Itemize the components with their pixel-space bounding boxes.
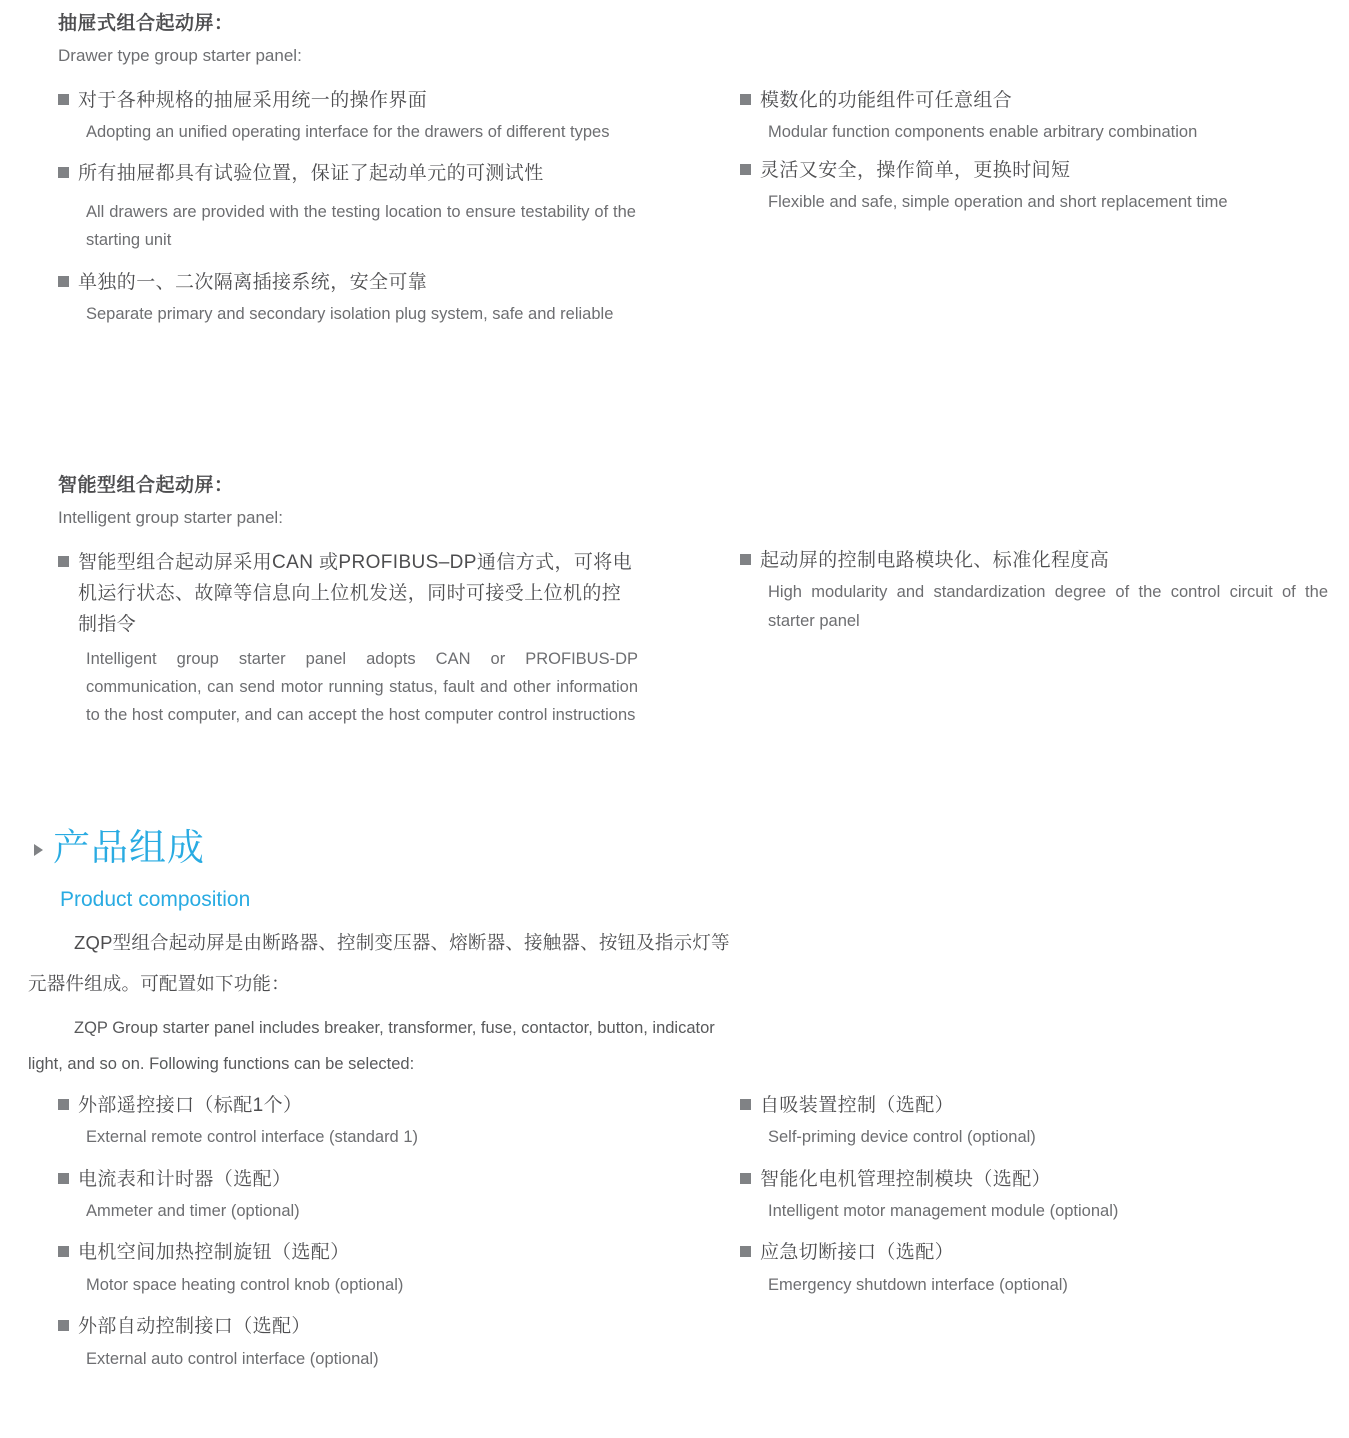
list-item-cn: 智能型组合起动屏采用CAN 或PROFIBUS–DP通信方式，可将电机运行状态、故障等信息向上位机发送，同时可接受上位机的控制指令 — [78, 551, 633, 636]
list-item-en: High modularity and standardization degree of the control circuit of the starter panel — [768, 583, 1328, 630]
section-intelligent-left — [58, 472, 658, 730]
product-heading-en: Product composition — [60, 888, 251, 911]
square-bullet-icon — [58, 556, 69, 567]
square-bullet-icon — [740, 94, 751, 105]
list-item — [58, 158, 658, 189]
square-bullet-icon — [740, 554, 751, 565]
section-intelligent-right — [740, 545, 1328, 635]
list-item — [58, 547, 658, 641]
square-bullet-icon — [58, 1099, 69, 1110]
section-drawer-right — [740, 85, 1320, 216]
list-item-cn: 应急切断接口（选配） — [760, 1242, 955, 1264]
list-item-cn: 智能化电机管理控制模块（选配） — [760, 1168, 1052, 1190]
list-item-en: Intelligent motor management module (optional) — [768, 1202, 1119, 1221]
square-bullet-icon — [740, 164, 751, 175]
list-item-cn: 模数化的功能组件可任意组合 — [760, 90, 1013, 111]
list-item-en: Self-priming device control (optional) — [768, 1128, 1036, 1147]
product-features-left — [58, 1090, 678, 1385]
list-item-en: All drawers are provided with the testing location to ensure testability of the starting unit — [86, 202, 636, 250]
list-item — [58, 85, 658, 116]
section-title-cn: 智能型组合起动屏： — [58, 475, 234, 496]
square-bullet-icon — [740, 1099, 751, 1110]
triangle-marker-icon — [34, 844, 43, 856]
list-item-en: Intelligent group starter panel adopts CAN or PROFIBUS-DP communication, can send motor running status, fault and other information to the host computer, and can accept the host computer control instructions — [86, 649, 638, 725]
list-item-cn: 起动屏的控制电路模块化、标准化程度高 — [760, 550, 1110, 571]
square-bullet-icon — [740, 1173, 751, 1184]
paragraph-text: 元器件组成。可配置如下功能： — [28, 973, 290, 994]
list-item — [740, 1090, 1320, 1121]
list-item-en: External remote control interface (standard 1) — [86, 1128, 418, 1147]
list-item-cn: 所有抽屉都具有试验位置，保证了起动单元的可测试性 — [78, 163, 544, 185]
square-bullet-icon — [58, 276, 69, 287]
paragraph-text: ZQP型组合起动屏是由断路器、控制变压器、熔断器、接触器、按钮及指示灯等 — [74, 932, 730, 953]
product-composition-heading — [34, 828, 205, 869]
list-item — [58, 1090, 678, 1121]
list-item — [58, 1311, 678, 1342]
list-item-en: Flexible and safe, simple operation and short replacement time — [768, 193, 1228, 212]
list-item-cn: 外部遥控接口（标配1个） — [78, 1095, 303, 1116]
list-item-en: Ammeter and timer (optional) — [86, 1202, 300, 1221]
section-title-cn: 抽屉式组合起动屏： — [58, 13, 234, 34]
square-bullet-icon — [58, 1246, 69, 1257]
list-item-en: External auto control interface (optional) — [86, 1349, 379, 1368]
product-paragraph-en-line1 — [28, 1012, 908, 1044]
paragraph-text: light, and so on. Following functions can be selected: — [28, 1055, 415, 1073]
product-features-right — [740, 1090, 1320, 1311]
list-item-cn: 外部自动控制接口（选配） — [78, 1316, 311, 1338]
list-item — [740, 155, 1320, 186]
section-drawer-left — [58, 10, 658, 328]
section-title-en: Drawer type group starter panel: — [58, 45, 302, 65]
list-item — [58, 267, 658, 298]
square-bullet-icon — [740, 1246, 751, 1257]
list-item — [740, 85, 1320, 116]
list-item-cn: 对于各种规格的抽屉采用统一的操作界面 — [78, 89, 428, 111]
product-heading-cn: 产品组成 — [53, 827, 205, 868]
paragraph-text: ZQP Group starter panel includes breaker, transformer, fuse, contactor, button, indicator — [74, 1019, 715, 1037]
square-bullet-icon — [58, 1173, 69, 1184]
section-title-en: Intelligent group starter panel: — [58, 507, 283, 527]
square-bullet-icon — [58, 94, 69, 105]
product-paragraph-cn-line2 — [28, 966, 908, 1002]
product-paragraph-cn-line1 — [28, 925, 908, 961]
list-item-en: Separate primary and secondary isolation plug system, safe and reliable — [86, 304, 614, 323]
list-item — [58, 1164, 678, 1195]
list-item-en: Emergency shutdown interface (optional) — [768, 1275, 1068, 1294]
list-item-cn: 电机空间加热控制旋钮（选配） — [78, 1242, 350, 1264]
list-item-en: Motor space heating control knob (optional) — [86, 1275, 404, 1294]
list-item — [740, 545, 1320, 576]
list-item — [58, 1237, 678, 1268]
list-item-cn: 自吸装置控制（选配） — [760, 1095, 955, 1116]
list-item-cn: 单独的一、二次隔离插接系统，安全可靠 — [78, 271, 428, 293]
square-bullet-icon — [58, 1320, 69, 1331]
list-item-cn: 电流表和计时器（选配） — [78, 1168, 292, 1190]
product-paragraph-en-line2 — [28, 1048, 908, 1080]
list-item-en: Modular function components enable arbitrary combination — [768, 123, 1198, 142]
list-item-en: Adopting an unified operating interface for the drawers of different types — [86, 123, 610, 142]
list-item-cn: 灵活又安全，操作简单，更换时间短 — [760, 159, 1071, 181]
list-item — [740, 1164, 1320, 1195]
list-item — [740, 1237, 1320, 1268]
